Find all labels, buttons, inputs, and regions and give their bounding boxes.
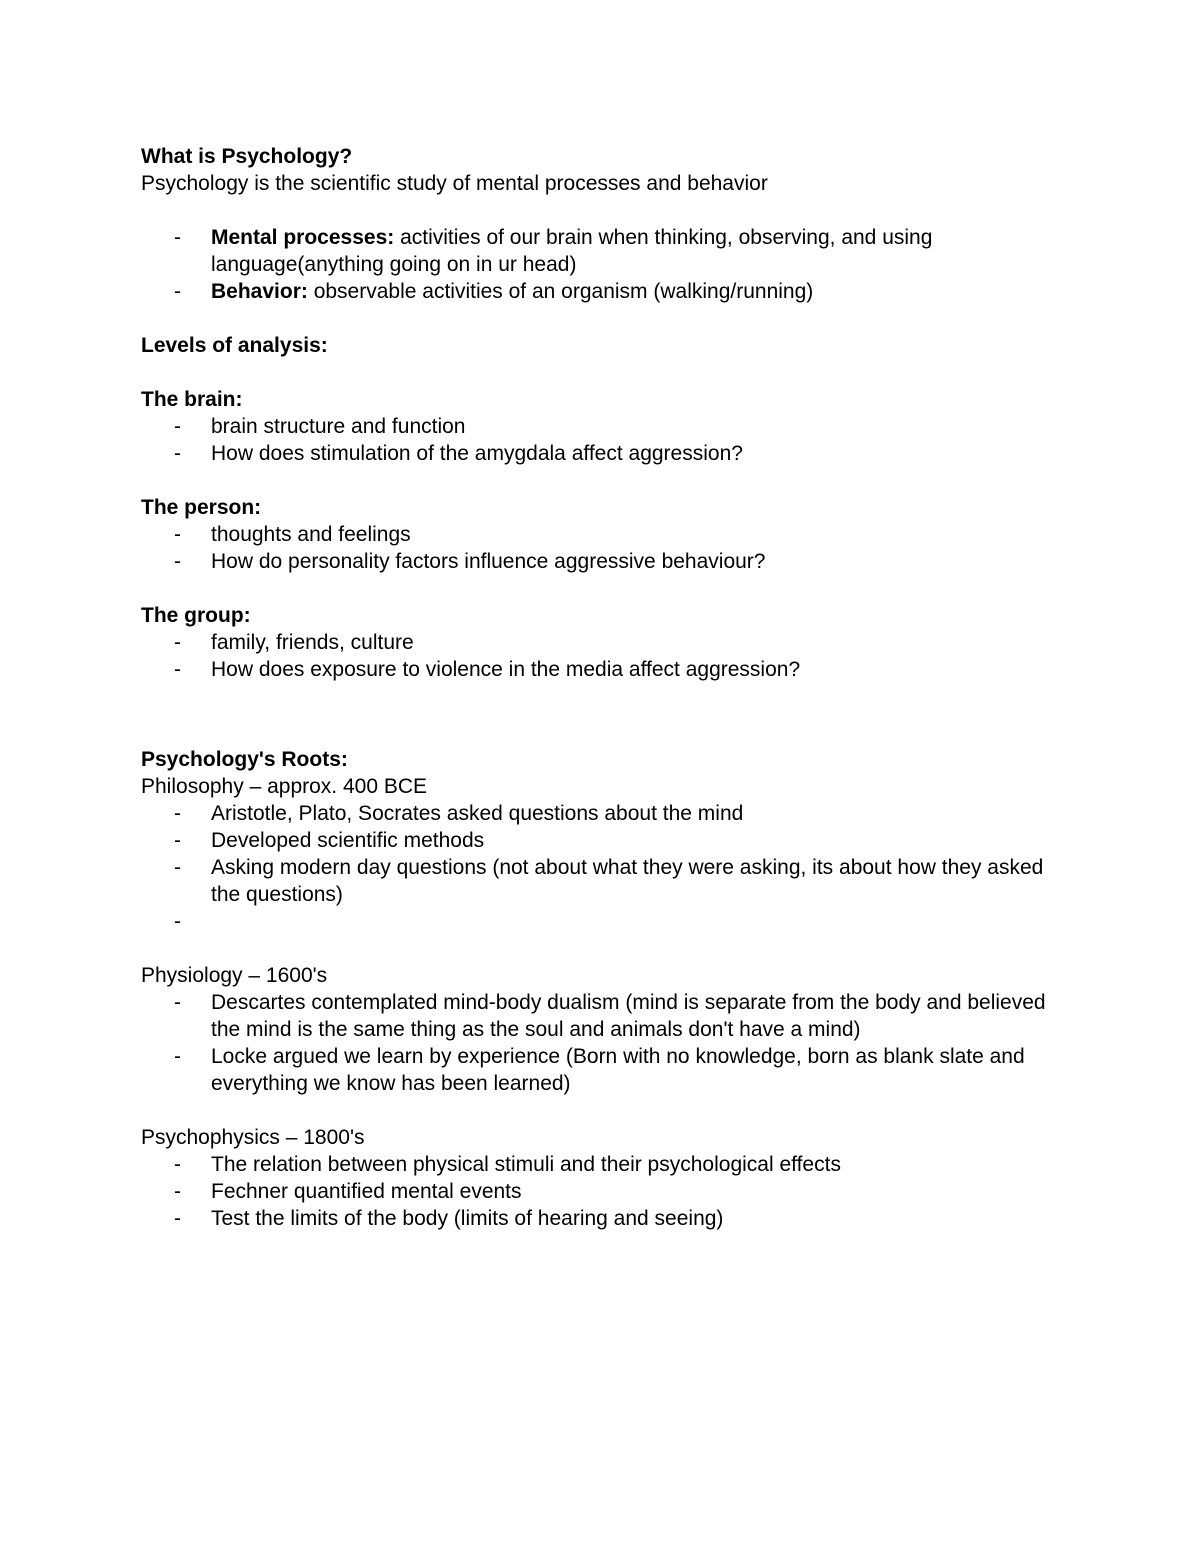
philosophy-list xyxy=(141,800,1071,935)
list-item xyxy=(141,1151,1071,1178)
heading-levels-of-analysis: Levels of analysis: xyxy=(141,334,328,357)
list-item-text: Fechner quantified mental events xyxy=(211,1180,522,1203)
list-item xyxy=(141,413,1071,440)
list-item xyxy=(141,440,1071,467)
dash-marker: - xyxy=(174,226,181,249)
dash-marker: - xyxy=(174,442,181,465)
list-item-text: How does stimulation of the amygdala affect aggression? xyxy=(211,442,743,465)
dash-marker: - xyxy=(174,280,181,303)
heading-psychology-roots: Psychology's Roots: xyxy=(141,748,348,771)
dash-marker: - xyxy=(174,910,181,933)
term-text: activities of our brain when thinking, observing, and using language(anything going on in ur head) xyxy=(211,226,933,276)
subheading-philosophy: Philosophy – approx. 400 BCE xyxy=(141,775,428,798)
heading-the-person: The person: xyxy=(141,496,262,519)
dash-marker: - xyxy=(174,802,181,825)
list-item-text: Locke argued we learn by experience (Born with no knowledge, born as blank slate and everything we know has been learned) xyxy=(211,1045,1025,1095)
list-item xyxy=(141,548,1071,575)
list-item xyxy=(141,800,1071,827)
document-body xyxy=(141,143,1071,1232)
list-item-text: thoughts and feelings xyxy=(211,523,411,546)
list-item-text: How does exposure to violence in the media affect aggression? xyxy=(211,658,801,681)
list-item xyxy=(141,989,1071,1043)
dash-marker: - xyxy=(174,1153,181,1176)
dash-marker: - xyxy=(174,631,181,654)
dash-marker: - xyxy=(174,523,181,546)
list-item xyxy=(141,629,1071,656)
dash-marker: - xyxy=(174,658,181,681)
physiology-list xyxy=(141,989,1071,1097)
list-item-text: Asking modern day questions (not about what they were asking, its about how they asked the questions) xyxy=(211,856,1044,906)
dash-marker: - xyxy=(174,1045,181,1068)
dash-marker: - xyxy=(174,1207,181,1230)
dash-marker: - xyxy=(174,1180,181,1203)
list-item xyxy=(141,521,1071,548)
list-item xyxy=(141,1205,1071,1232)
list-item xyxy=(141,224,1071,278)
group-list xyxy=(141,629,1071,683)
dash-marker: - xyxy=(174,415,181,438)
dash-marker: - xyxy=(174,829,181,852)
term-label: Behavior: xyxy=(211,280,308,303)
list-item xyxy=(141,1043,1071,1097)
heading-what-is-psychology: What is Psychology? xyxy=(141,145,353,168)
list-item-text: Developed scientific methods xyxy=(211,829,485,852)
list-item-text: Descartes contemplated mind-body dualism (mind is separate from the body and believed the mind is the same thing as the soul and animals don't have a mind) xyxy=(211,991,1046,1041)
list-item-empty xyxy=(141,908,1071,935)
term-text: observable activities of an organism (walking/running) xyxy=(307,280,814,303)
intro-list xyxy=(141,224,1071,305)
list-item xyxy=(141,278,1071,305)
subheading-physiology: Physiology – 1600's xyxy=(141,964,328,987)
list-item xyxy=(141,827,1071,854)
term-label: Mental processes: xyxy=(211,226,395,249)
list-item xyxy=(141,854,1071,908)
definition-text: Psychology is the scientific study of mental processes and behavior xyxy=(141,172,768,195)
brain-list xyxy=(141,413,1071,467)
list-item-text: The relation between physical stimuli and their psychological effects xyxy=(211,1153,841,1176)
dash-marker: - xyxy=(174,856,181,879)
list-item-text: How do personality factors influence aggressive behaviour? xyxy=(211,550,766,573)
dash-marker: - xyxy=(174,550,181,573)
list-item-text: Test the limits of the body (limits of hearing and seeing) xyxy=(211,1207,724,1230)
dash-marker: - xyxy=(174,991,181,1014)
list-item-text: family, friends, culture xyxy=(211,631,414,654)
list-item xyxy=(141,656,1071,683)
list-item-text: Aristotle, Plato, Socrates asked questions about the mind xyxy=(211,802,744,825)
heading-the-brain: The brain: xyxy=(141,388,243,411)
list-item-text: brain structure and function xyxy=(211,415,466,438)
list-item xyxy=(141,1178,1071,1205)
subheading-psychophysics: Psychophysics – 1800's xyxy=(141,1126,365,1149)
person-list xyxy=(141,521,1071,575)
heading-the-group: The group: xyxy=(141,604,251,627)
psychophysics-list xyxy=(141,1151,1071,1232)
